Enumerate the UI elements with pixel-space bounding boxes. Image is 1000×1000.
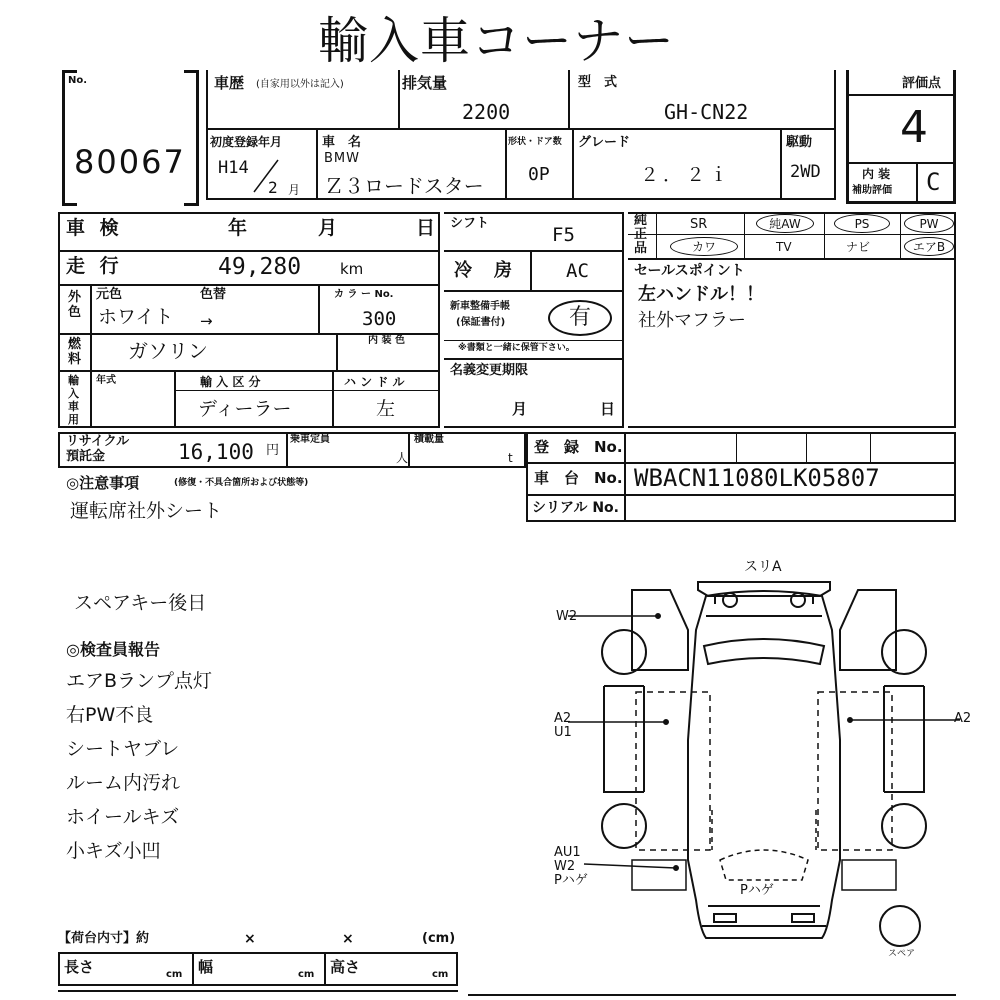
equip-leather: カワ [691, 239, 716, 254]
sales-point-1: 左ハンドル！！ [638, 284, 764, 305]
cargo-height-cm: cm [432, 969, 449, 980]
warranty-circle [548, 300, 612, 336]
import-side-label: 輸入車用 [68, 374, 79, 426]
spare-key-note: スペアキー後日 [74, 592, 207, 614]
diagram-left-mid-2: U1 [554, 725, 572, 740]
grade-value: ２．２ｉ [640, 164, 733, 186]
first-reg-month-unit: 月 [288, 183, 301, 197]
equipment-label: 純正品 [634, 213, 648, 256]
displacement-label: 排気量 [402, 74, 448, 92]
sales-point-2: 社外マフラー [638, 310, 746, 331]
fuel-value: ガソリン [128, 339, 208, 363]
color-code: 300 [362, 308, 397, 330]
history-note: (自家用以外は記入) [256, 79, 344, 90]
equip-airbag-circle [904, 237, 954, 256]
lot-number: 80067 [74, 143, 186, 181]
load-label: 積載量 [414, 434, 444, 445]
registration-label: 登 録 No. [534, 438, 623, 456]
score-label: 評価点 [902, 76, 942, 91]
grade-label: グレード [578, 135, 631, 150]
diagram-trunk-label: Pハゲ [740, 883, 774, 898]
diagram-top-label: スリA [744, 559, 782, 575]
shift-label: シフト [450, 216, 490, 231]
lot-bracket-left [62, 70, 77, 206]
color-change-label: 色替 [200, 287, 227, 302]
name-change-label: 名義変更期限 [450, 363, 529, 378]
mileage-label: 走 行 [66, 255, 123, 277]
cargo-width-label: 幅 [198, 958, 214, 976]
inspector-line-3: シートヤブレ [66, 738, 180, 760]
equip-airbag: エアB [912, 239, 946, 254]
mileage-value: 49,280 [218, 254, 302, 280]
inspector-line-4: ルーム内汚れ [66, 772, 181, 794]
cargo-grid [58, 952, 458, 986]
inspector-line-1: エアBランプ点灯 [66, 670, 213, 692]
first-reg-month: 2 [268, 178, 278, 197]
warranty-sub: (保証書付) [456, 317, 506, 328]
name-change-day: 日 [600, 400, 616, 418]
doors-label: 形状・ドア数 [508, 137, 562, 147]
cargo-length-label: 長さ [64, 958, 95, 976]
cargo-height-label: 高さ [330, 958, 361, 976]
capacity-unit: 人 [396, 451, 409, 465]
cargo-times-1: × [244, 931, 256, 947]
warranty-value: 有 [568, 305, 591, 330]
equip-tv: TV [776, 240, 792, 254]
equip-ps-circle [834, 214, 890, 233]
first-reg-label: 初度登録年月 [210, 135, 283, 149]
sales-points-label: セールスポイント [634, 263, 745, 279]
diagram-left-bottom-3: Pハゲ [554, 873, 588, 888]
car-name-label: 車 名 [322, 135, 362, 150]
interior-sub: 補助評価 [852, 185, 892, 196]
model-label: 型 式 [578, 75, 618, 90]
inspection-day: 日 [416, 217, 436, 239]
doors-value: 0P [528, 164, 550, 185]
import-handle-label: ハ ン ド ル [344, 375, 405, 389]
diagram-spare-label: スペア [888, 949, 916, 959]
warranty-note: ※書類と一緒に保管下さい。 [458, 343, 575, 353]
chassis-value: WBACN11080LK05807 [634, 464, 880, 492]
drive-label: 駆動 [786, 135, 813, 150]
inspector-line-2: 右PW不良 [66, 704, 154, 726]
cargo-times-2: × [342, 931, 354, 947]
serial-label: シリアル No. [532, 500, 619, 516]
diagram-left-mid-1: A2 [554, 711, 572, 726]
interior-value: C [926, 168, 941, 196]
import-type-label: 輸 入 区 分 [200, 375, 261, 389]
notes-label: ◎注意事項 [66, 474, 140, 492]
inspector-label: ◎検査員報告 [66, 640, 160, 659]
name-change-month: 月 [512, 400, 528, 418]
import-handle: 左 [376, 398, 396, 420]
equip-sr: SR [690, 217, 708, 232]
diagram-left-bottom-2: W2 [554, 859, 576, 874]
color-side-label: 外色 [68, 290, 82, 320]
recycle-unit: 円 [266, 443, 280, 458]
interior-color-label: 内 装 色 [368, 335, 405, 346]
score-value: 4 [900, 102, 928, 153]
car-name: Ｚ３ロードスター [324, 174, 484, 198]
recycle-value: 16,100 [178, 440, 254, 464]
page-title: 輸入車コーナー [318, 12, 675, 70]
recycle-label-2: 預託金 [66, 449, 106, 464]
color-orig: ホワイト [98, 306, 174, 328]
model-value: GH-CN22 [664, 100, 749, 124]
cargo-length-cm: cm [166, 969, 183, 980]
car-make: BMW [324, 151, 360, 166]
mileage-unit: km [340, 260, 364, 278]
inspection-month: 月 [318, 217, 338, 239]
equip-ps: PS [854, 216, 870, 231]
ac-label: 冷 房 [454, 260, 514, 281]
color-orig-label: 元色 [96, 287, 123, 302]
inspector-line-5: ホイールキズ [66, 806, 180, 828]
shift-value: F5 [552, 224, 575, 246]
inspection-year: 年 [228, 217, 248, 239]
displacement-value: 2200 [462, 100, 511, 124]
diagram-right-mid: A2 [954, 711, 972, 726]
lot-label: No. [68, 75, 88, 86]
drive-value: 2WD [790, 162, 821, 182]
equip-pw: PW [919, 216, 939, 231]
interior-label: 内 装 [862, 167, 891, 181]
equip-alloy: 純AW [769, 216, 801, 231]
import-year-label: 年式 [96, 375, 116, 386]
cargo-width-cm: cm [298, 969, 315, 980]
diagram-left-bottom-1: AU1 [554, 845, 581, 860]
color-code-label: カ ラ ー No. [334, 289, 394, 300]
color-arrow: → [200, 312, 213, 330]
cargo-label: 【荷台内寸】約 [58, 931, 150, 946]
fuel-label: 燃料 [68, 337, 82, 367]
load-unit: t [508, 451, 513, 465]
diagram-left-top: W2 [556, 609, 578, 624]
import-type: ディーラー [198, 398, 292, 420]
first-reg-year: H14 [218, 158, 249, 178]
cargo-unit: (cm) [422, 931, 456, 946]
history-label: 車歴 [214, 74, 245, 92]
inspection-label: 車 検 [66, 217, 123, 239]
capacity-label: 乗車定員 [290, 434, 330, 445]
equip-leather-circle [670, 237, 738, 256]
chassis-label: 車 台 No. [534, 469, 623, 487]
car-diagram [540, 560, 980, 960]
notes-sub: (修復・不具合箇所および状態等) [174, 478, 309, 488]
notes-line-1: 運転席社外シート [70, 500, 223, 522]
equip-navi: ナビ [846, 240, 871, 254]
equip-pw-circle [904, 214, 954, 233]
ac-value: AC [566, 260, 589, 282]
lot-bracket-right [184, 70, 199, 206]
equip-alloy-circle [756, 214, 814, 233]
inspector-line-6: 小キズ小凹 [66, 840, 161, 862]
recycle-label-1: リサイクル [66, 434, 130, 449]
warranty-label: 新車整備手帳 [450, 301, 510, 312]
